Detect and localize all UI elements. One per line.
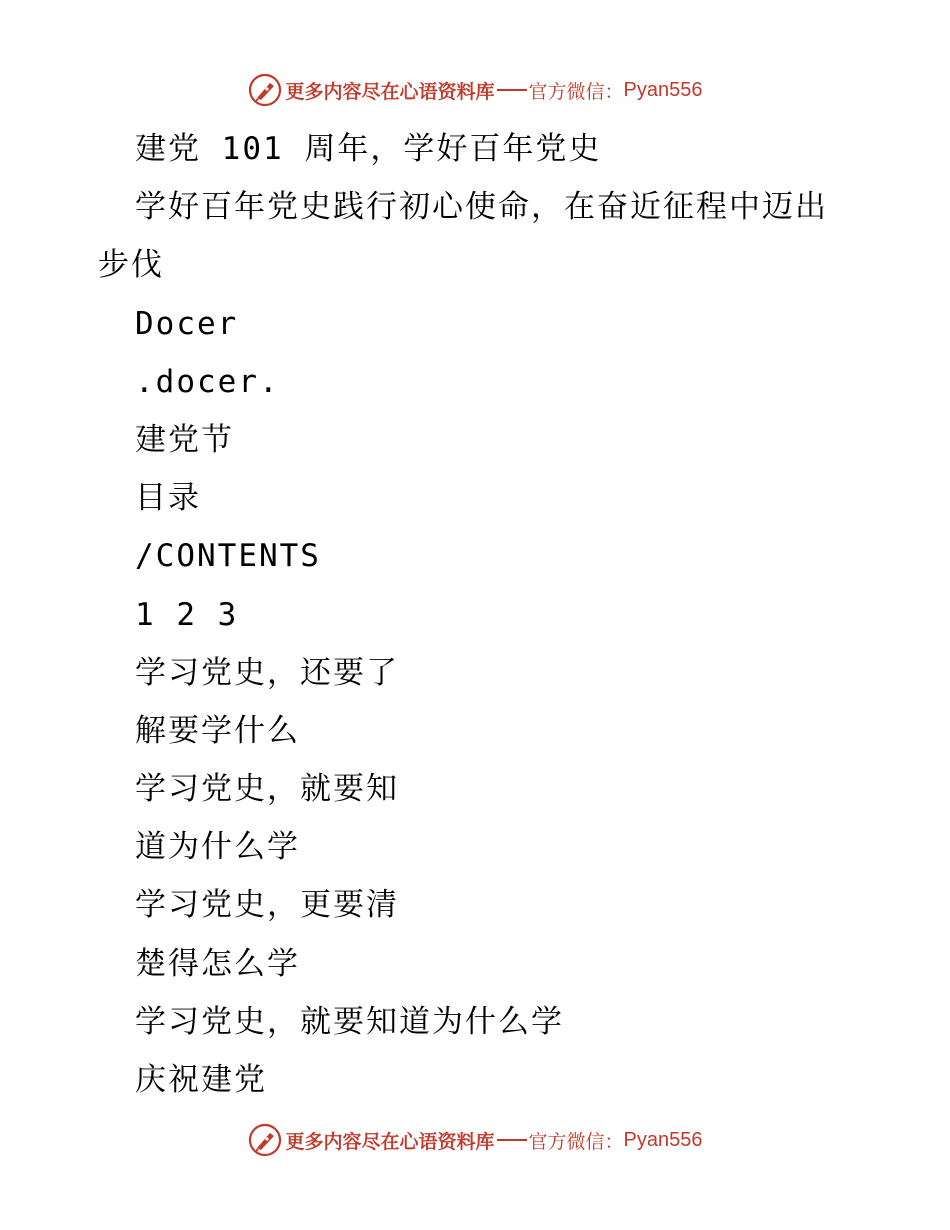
watermark-id: Pyan556 bbox=[623, 1128, 703, 1151]
pen-logo-icon bbox=[248, 1123, 282, 1157]
text-line: 学习党史，更要清 bbox=[135, 887, 399, 924]
text-line: 建党 101 周年，学好百年党史 bbox=[135, 131, 602, 167]
footer-watermark bbox=[0, 1122, 950, 1158]
text-line: 步伐 bbox=[98, 247, 164, 284]
text-line: .docer. bbox=[135, 363, 280, 400]
document-body bbox=[0, 120, 950, 1109]
text-line: 学好百年党史践行初心使命，在奋近征程中迈出 bbox=[135, 189, 828, 226]
text-line: 道为什么学 bbox=[135, 829, 300, 866]
text-line: /CONTENTS bbox=[135, 538, 321, 575]
text-line: 1 2 3 bbox=[135, 596, 239, 633]
text-line: 解要学什么 bbox=[135, 712, 300, 749]
text-line: 目录 bbox=[135, 480, 201, 517]
watermark-site-text: 更多内容尽在心语资料库 bbox=[285, 80, 495, 103]
text-line: Docer bbox=[135, 305, 239, 342]
text-line: 学习党史，就要知 bbox=[135, 771, 399, 808]
pen-logo-icon bbox=[248, 73, 282, 107]
watermark-dash bbox=[497, 89, 527, 91]
text-line: 庆祝建党 bbox=[135, 1062, 267, 1098]
watermark-label: 官方微信： bbox=[528, 1130, 624, 1153]
text-line: 建党节 bbox=[135, 421, 234, 458]
text-line: 学习党史，还要了 bbox=[135, 654, 399, 691]
text-line: 学习党史，就要知道为什么学 bbox=[135, 1003, 564, 1040]
watermark-dash bbox=[497, 1139, 527, 1141]
watermark-id: Pyan556 bbox=[623, 78, 703, 101]
watermark-label: 官方微信： bbox=[528, 80, 624, 103]
text-line: 楚得怎么学 bbox=[135, 945, 300, 982]
watermark-site-text: 更多内容尽在心语资料库 bbox=[285, 1130, 495, 1153]
header-watermark bbox=[0, 72, 950, 108]
